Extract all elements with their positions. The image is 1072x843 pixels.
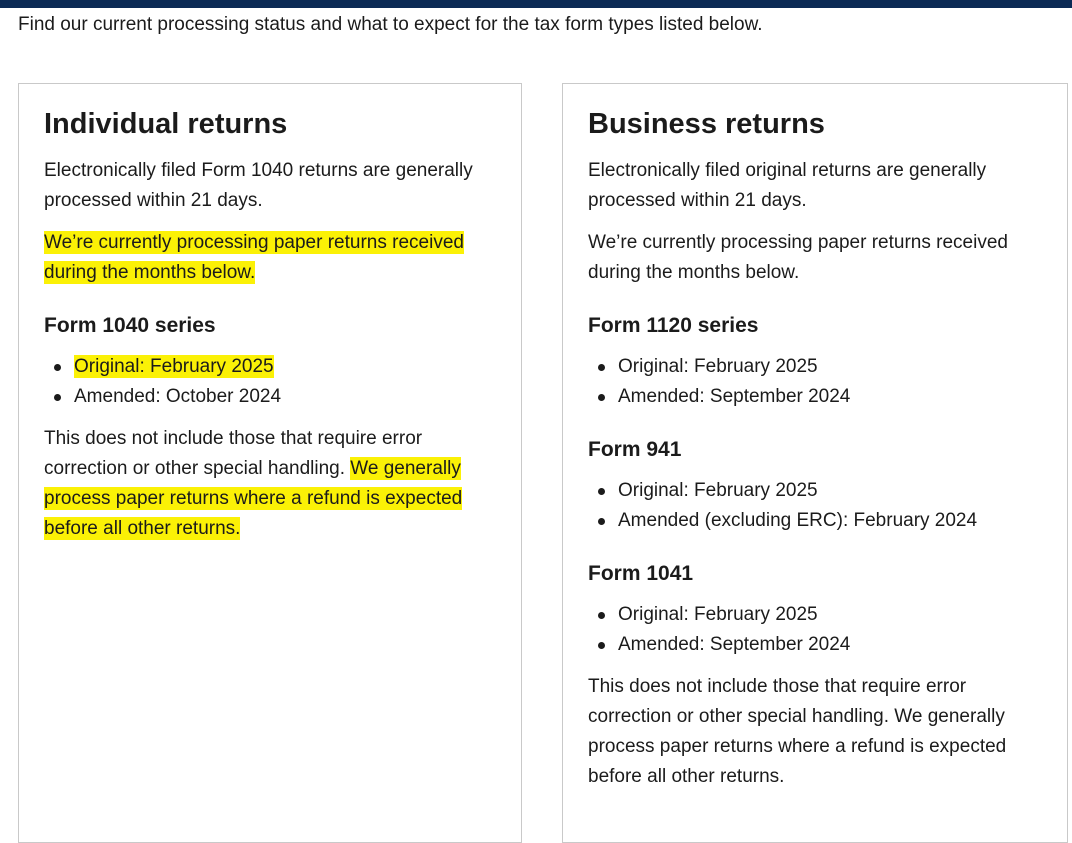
list-item: Amended: October 2024	[74, 382, 484, 412]
form-1041-list	[588, 600, 1018, 660]
form-941-title: Form 941	[588, 438, 682, 461]
business-returns-title: Business returns	[588, 108, 825, 140]
intro-text: Find our current processing status and what to expect for the tax form types listed below.	[18, 14, 763, 35]
business-returns-card	[562, 83, 1068, 843]
individual-note	[44, 424, 484, 544]
note-text: This does not include those that require error correction or other special handling.	[44, 428, 423, 479]
highlighted-text: Original: February 2025	[74, 356, 274, 377]
list-item	[74, 352, 484, 382]
business-note: This does not include those that require error correction or other special handling. We generally process paper returns where a refund is expected before all other returns.	[588, 676, 1007, 787]
form-1120-series-title: Form 1120 series	[588, 314, 759, 337]
individual-returns-title: Individual returns	[44, 108, 288, 140]
individual-efile-text: Electronically filed Form 1040 returns are generally processed within 21 days.	[44, 160, 473, 211]
list-item: Amended: September 2024	[618, 630, 1018, 660]
form-1040-list	[44, 352, 484, 412]
highlighted-text: We’re currently processing paper returns received during the months below.	[44, 232, 464, 283]
list-item: Original: February 2025	[618, 476, 1018, 506]
list-item: Original: February 2025	[618, 600, 1018, 630]
list-item: Original: February 2025	[618, 352, 1018, 382]
form-1120-list	[588, 352, 1018, 412]
form-941-list	[588, 476, 1018, 536]
list-item: Amended (excluding ERC): February 2024	[618, 506, 1018, 536]
list-item: Amended: September 2024	[618, 382, 1018, 412]
individual-paper-text	[44, 228, 484, 288]
form-1041-title: Form 1041	[588, 562, 694, 585]
business-paper-text: We’re currently processing paper returns received during the months below.	[588, 232, 1008, 283]
individual-returns-card	[18, 83, 522, 843]
form-1040-series-title: Form 1040 series	[44, 314, 216, 337]
top-bar	[0, 0, 1072, 8]
highlighted-text: We generally process paper returns where a refund is expected before all other returns.	[44, 458, 463, 539]
business-efile-text: Electronically filed original returns are generally processed within 21 days.	[588, 160, 987, 211]
